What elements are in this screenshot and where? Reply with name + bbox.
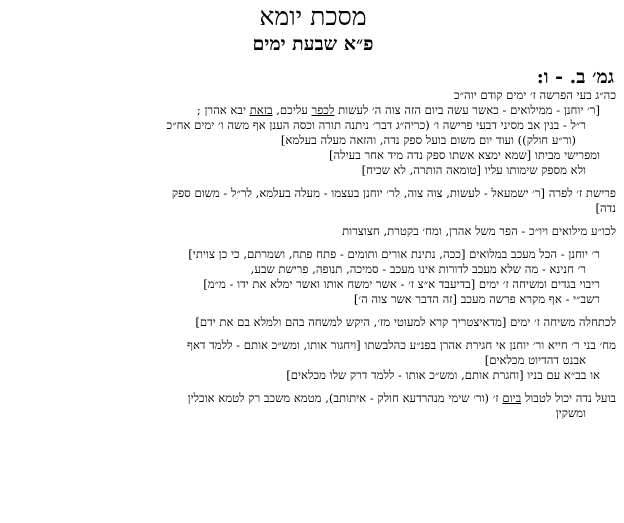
text-line	[10, 391, 616, 406]
text-line: ולא מספק שימותו עליו [טומאה הותרה, לא שכיח]	[361, 163, 586, 177]
text-line: (ור״ע חולק)) ועוד יום משום בועל ספק נדה, והזאה מעלה בעלמא]	[280, 133, 576, 147]
page-subtitle: פ״א שבעת ימים	[252, 33, 374, 55]
text-line: ר׳ חנינא - מה שלא מעכב לדורות אינו מעכב - סמיכה, תנופה, פרישת שבע,	[250, 262, 586, 276]
underlined-word: לכפר	[311, 103, 335, 117]
text-span: בועל נדה יכול לטבול	[521, 391, 616, 405]
text-line: מח׳ בני ר׳ חייא ור׳ יוחנן אי חגירת אהרן בפנ״ע כהלבשתו [ויחגור אותו, ומש״כ אותם - ללמד דאף	[186, 338, 616, 352]
text-line: לכתחלה משיחה ז׳ ימים [מדאיצטריך קרא למעוטי מז׳, היקש למשחה בהם ולמלא בם את ידם]	[195, 315, 616, 329]
text-line: כה״ג בעי הפרשה ז׳ ימים קודם יוה״כ	[453, 88, 616, 102]
text-span: יבא אהרן ;	[196, 103, 250, 117]
text-line: אבנט דהדיוט מכלאים]	[484, 353, 586, 367]
text-line: ומפרישי מביתו [שמא ימצא אשתו ספק נדה מיד אחר בעילה]	[328, 148, 600, 162]
underlined-word: בזאת	[249, 103, 273, 117]
text-line	[10, 103, 616, 118]
text-line: רשב״י - אף מקרא פרשה מעכב [זה הדבר אשר צוה ה׳]	[353, 292, 600, 306]
text-span: ז׳ (ור׳ שימי מנהרדעא חולק - איתותב), מטמא משכב רק לטמא אוכלין	[187, 391, 503, 405]
text-line: פרישת ז׳ לפרה [ר׳ ישמעאל - לעשות, צוה צוה, לר׳ יוחנן בעצמו - מעלה בעלמא, לר״ל - משום ספק	[171, 186, 616, 200]
section-heading: גמ׳ ב. - ו:	[536, 66, 614, 88]
text-line: או בב״א עם בניו [וחגרת אותם, ומש״כ אותו - ללמד דרק שלו מכלאים]	[286, 368, 600, 382]
page-title: מסכת יומא	[259, 2, 367, 31]
text-line: ריבוי בגדים ומשיחה ז׳ ימים [בדיעבד א״צ ז׳ - אשר ימשח אותו ואשר ימלא את ידו - מ״מ]	[203, 277, 600, 291]
text-line: ר׳ יוחנן - הכל מעכב במלואים [ככה, נתינת אורים ותומים - פתח פתח, ושמרתם, כי כן צויתי]	[188, 247, 600, 261]
text-line: לכו״ע מילואים ויו״כ - הפר משל אהרן, ומח׳ בקטרת, חצוצרות	[342, 224, 616, 238]
text-line: נדה]	[595, 201, 616, 215]
underlined-word: ביום	[502, 391, 522, 405]
text-span: [ר׳ יוחנן - ממילואים - כאשר עשה ביום הזה צוה ה׳ לעשות	[334, 103, 600, 117]
text-line: ומשקין	[555, 406, 586, 420]
text-span: עליכם,	[272, 103, 312, 117]
text-line: ר״ל - בנין אב מסיני דבעי פרישה ו׳ (כריה״ג דבר׳ ניתנה תורה וכסה הענן אף משה ו׳ ימים אח״כ	[166, 118, 586, 132]
